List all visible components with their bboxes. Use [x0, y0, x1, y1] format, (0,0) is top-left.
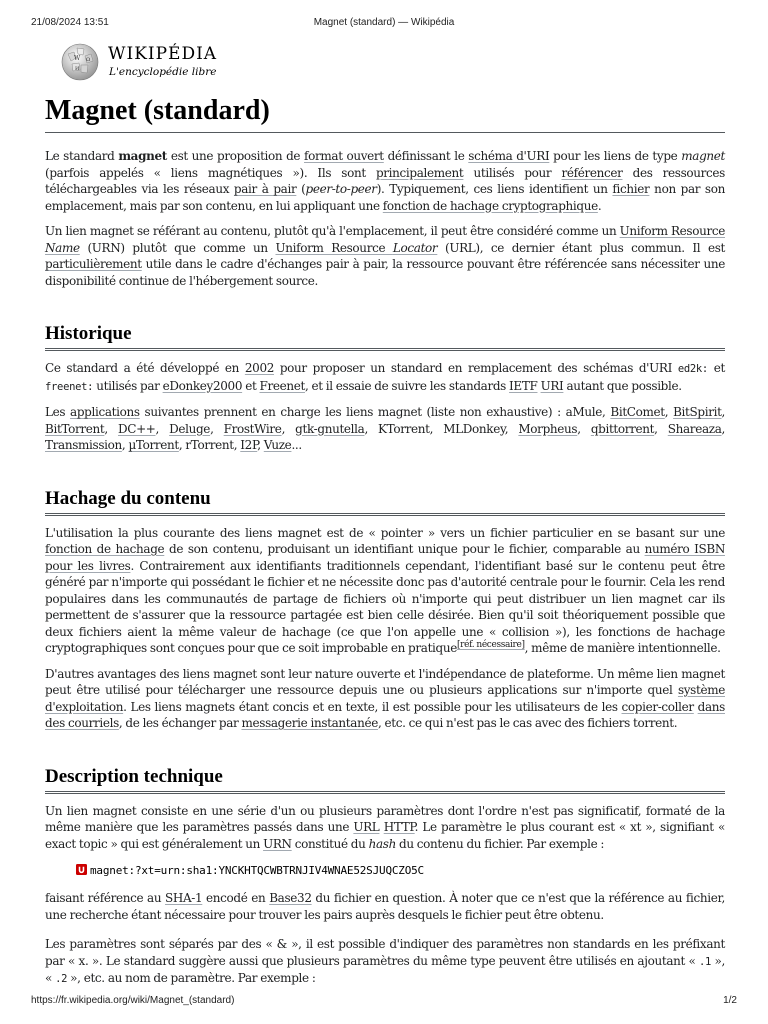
citation-needed[interactable]: [réf. nécessaire] [457, 640, 525, 650]
term-hash: hash [368, 836, 396, 851]
historique-paragraph-2 [45, 404, 725, 454]
link-copier-coller[interactable]: copier-coller [621, 699, 694, 714]
text: Locator [392, 240, 438, 255]
text: utilisés pour [463, 165, 562, 180]
list-separator: , [281, 421, 296, 436]
list-separator: , [504, 421, 519, 436]
text: Les [45, 405, 71, 419]
text: Un lien magnet se référant au contenu, plutôt qu'à l'emplacement, il peut être considéré comme un [45, 224, 620, 238]
description-paragraph-1 [45, 803, 725, 853]
print-footer [0, 995, 768, 1009]
text: de son contenu, produisant un identifiant unique pour le fichier, comparable au [164, 542, 645, 556]
wikipedia-wordmark: WIKIPÉDIA [108, 44, 218, 64]
text: utilisés par [93, 378, 163, 393]
list-separator: , [121, 438, 129, 452]
text: . Contrairement aux identifiants traditionnels cependant, l'identifiant basé sur le contenu peut être généré par n'importe qui possédant le fichier et ne nécessite donc pas d'autorité centrale pour le fournir. Cela les rend populaires dans les communautés de partage de fichiers où n'importe qui peut distribuer un lien magnet car ils permettent de s'assurer que la ressource partagée est bien celle désirée. Bien qu'il soit théoriquement possible que deux fichiers aient la même valeur de hachage (ce que l'on appelle une « collision »), les fonctions de hachage cryptographiques sont conçues pour que ce soit improbable en pratique [45, 558, 725, 655]
magnet-example-text: magnet:?xt=urn:sha1:YNCKHTQCWBTRNJIV4WNAE52SJUQCZO5C [90, 864, 424, 877]
app-item[interactable]: DC++ [117, 421, 156, 436]
text: du contenu du fichier. Par exemple : [395, 836, 605, 851]
list-separator: , [257, 438, 264, 452]
link-messagerie-instantanee[interactable]: messagerie instantanée [241, 716, 378, 730]
text: pour proposer un standard en remplacement des schémas d'URI [274, 361, 678, 375]
link-format-ouvert[interactable]: format ouvert [304, 149, 384, 163]
list-separator: , [364, 421, 379, 436]
text: , de les échanger par [118, 716, 242, 730]
app-item: aMule [565, 405, 603, 419]
link-courriels[interactable]: dans des courriels [45, 699, 725, 730]
app-item[interactable]: FrostWire [223, 421, 282, 436]
link-fichier[interactable]: fichier [612, 182, 650, 196]
list-separator: , [429, 421, 444, 436]
text: », etc. au nom de paramètre. Par exemple : [67, 971, 316, 985]
intro-paragraph-2 [45, 223, 725, 289]
link-url[interactable]: URL [353, 820, 380, 834]
text: Le standard [45, 149, 119, 163]
app-item: MLDonkey [443, 421, 505, 436]
text: ). Typiquement, ces liens identifient un [376, 182, 613, 196]
text: Uniform Resource [275, 240, 393, 255]
text: (URN) plutôt que comme un [79, 240, 276, 255]
app-item[interactable]: gtk-gnutella [295, 421, 365, 436]
print-url: https://fr.wikipedia.org/wiki/Magnet_(standard) [31, 995, 235, 1006]
term-magnet: magnet [118, 149, 167, 163]
link-urn[interactable]: URN [263, 836, 292, 851]
hachage-paragraph-2 [45, 666, 725, 732]
link-pair-a-pair[interactable]: pair à pair [233, 182, 297, 196]
list-separator: , [664, 405, 674, 419]
list-separator: , [602, 405, 611, 419]
link-principalement[interactable]: principalement [375, 165, 464, 180]
text: constitué du [291, 836, 369, 851]
link-fonction-hachage-crypto[interactable]: fonction de hachage cryptographique [382, 198, 598, 213]
wikipedia-globe-icon [60, 42, 100, 82]
text: utile dans le cadre d'échanges pair à pair, la ressource pouvant être référencée sans nécessiter une disponibilité continue de l'hébergement source. [45, 257, 725, 288]
text: pour les liens de type [549, 149, 682, 163]
svg-text:Ω: Ω [86, 57, 91, 63]
text: Uniform Resource [619, 224, 725, 238]
code-freenet: freenet: [45, 380, 94, 393]
app-item[interactable]: I2P [240, 438, 258, 452]
list-separator: , [178, 438, 186, 452]
text: non par son emplacement, mais par son contenu, en lui appliquant une [45, 182, 725, 213]
link-2002[interactable]: 2002 [244, 361, 275, 375]
text: L'utilisation la plus courante des liens magnet est de « pointer » vers un fichier particulier en se basant sur une [45, 525, 725, 540]
app-item[interactable]: µTorrent [128, 438, 179, 452]
print-page-number: 1/2 [723, 995, 737, 1006]
text: et [707, 361, 725, 375]
text: Un lien magnet consiste en une série d'un ou plusieurs paramètres dont l'ordre n'est pas significatif, formaté de la même manière que les paramètres passés dans une [45, 803, 725, 834]
list-separator: , [654, 421, 668, 436]
text: , et il essaie de suivre les standards [304, 378, 510, 393]
link-systeme-exploitation[interactable]: système d'exploitation [45, 683, 725, 714]
text: définissant le [383, 149, 469, 163]
list-separator: , [155, 421, 170, 436]
app-item: KTorrent [378, 421, 430, 436]
app-item[interactable]: Vuze [263, 438, 292, 452]
link-freenet[interactable]: Freenet [259, 378, 305, 393]
text: Name [45, 240, 80, 255]
link-fonction-de-hachage[interactable]: fonction de hachage [45, 542, 165, 556]
list-separator: , [721, 405, 726, 419]
text: . [597, 198, 602, 213]
list-separator: , [721, 421, 725, 436]
text: Les paramètres sont séparés par des « & », il est possible d'indiquer des paramètres non standards en les préfixant par « x. ». Le standard suggère aussi que plusieurs paramètres du même type peuvent être utilisés en ajoutant « [45, 937, 725, 968]
magnet-example[interactable] [45, 863, 725, 879]
print-page-title: Magnet (standard) — Wikipédia [313, 17, 455, 28]
page-title: Magnet (standard) [45, 93, 725, 133]
term-magnet-italic: magnet [681, 149, 726, 163]
list-separator: , [104, 421, 118, 436]
list-separator: , [577, 421, 591, 436]
magnet-icon [76, 864, 87, 875]
wikipedia-tagline: L'encyclopédie libre [109, 66, 217, 78]
text: . Le paramètre le plus courant est « xt », signifiant « exact topic » qui est généralement un [45, 820, 725, 851]
link-schema-uri[interactable]: schéma d'URI [468, 149, 550, 163]
text: Ce standard a été développé en [45, 361, 245, 375]
historique-paragraph-1 [45, 360, 725, 395]
svg-text:W: W [74, 55, 81, 62]
text: ( [296, 182, 306, 196]
text: est une proposition de [167, 149, 305, 163]
text: . Les liens magnets étant concis et en texte, il est possible pour les utilisateurs de les [123, 699, 622, 714]
text: faisant référence au [45, 891, 165, 905]
link-particulierement[interactable]: particulièrement [45, 257, 142, 271]
text: ... [291, 438, 302, 452]
link-pour-les-livres[interactable]: pour les livres [45, 558, 131, 573]
text: autant que possible. [563, 378, 682, 393]
link-uniform-resource-locator[interactable] [275, 241, 437, 255]
intro-paragraph-1 [45, 148, 725, 214]
text: (parfois appelés « liens magnétiques »). Ils sont [45, 165, 376, 180]
link-ietf[interactable]: IETF [509, 378, 538, 393]
svg-text:И: И [75, 66, 80, 72]
text: D'autres avantages des liens magnet sont leur nature ouverte et l'indépendance de plateforme. Un même lien magnet peut être utilisé pour télécharger une ressource depuis une ou plusieurs applications sur n'importe quel [45, 666, 725, 697]
app-item[interactable]: Deluge [169, 421, 211, 436]
print-date: 21/08/2024 13:51 [31, 17, 109, 28]
text: , etc. ce qui n'est pas le cas avec des fichiers torrent. [377, 716, 678, 730]
link-http[interactable]: HTTP [383, 820, 415, 834]
text: , même de manière intentionnelle. [524, 641, 721, 655]
heading-description-technique: Description technique [45, 765, 725, 794]
link-uri[interactable]: URI [540, 378, 564, 393]
link-sha1[interactable]: SHA-1 [164, 891, 203, 905]
code-ed2k: ed2k: [677, 363, 708, 375]
app-item: rTorrent [185, 438, 234, 452]
wikipedia-logo[interactable] [60, 42, 260, 86]
text: », « [45, 953, 725, 985]
app-item[interactable]: qbittorrent [590, 421, 655, 436]
term-peer-to-peer: peer-to-peer [305, 182, 377, 196]
text: encodé en [202, 891, 270, 905]
link-applications[interactable]: applications [70, 405, 140, 419]
code-suffix-2: .2 [55, 973, 68, 985]
code-suffix-1: .1 [698, 955, 712, 968]
hachage-paragraph-1 [45, 525, 725, 657]
text: suivantes prennent en charge les liens magnet (liste non exhaustive) : [139, 405, 566, 419]
text: des ressources téléchargeables via les réseaux [45, 165, 725, 196]
text: et [242, 378, 260, 393]
link-numero-isbn[interactable]: numéro ISBN [644, 542, 725, 556]
text: du fichier en question. À noter que ce n'est que la référence au fichier, une recherche étant nécessaire pour trouver les pairs auprès desquels le fichier peut être obtenu. [45, 891, 725, 922]
app-item[interactable]: Shareaza [667, 421, 722, 436]
description-paragraph-3 [45, 936, 725, 988]
app-item[interactable]: Transmission [45, 438, 122, 452]
text: (URL), ce dernier étant plus commun. Il est [437, 240, 725, 255]
app-item[interactable]: BitComet [610, 405, 665, 419]
article-content [45, 93, 725, 988]
list-separator: , [233, 438, 241, 452]
print-header [0, 17, 768, 31]
link-edonkey2000[interactable]: eDonkey2000 [162, 378, 243, 393]
heading-hachage: Hachage du contenu [45, 487, 725, 516]
link-base32[interactable]: Base32 [269, 891, 312, 905]
list-separator: , [210, 421, 224, 436]
heading-historique: Historique [45, 322, 725, 351]
link-referencer[interactable]: référencer [561, 165, 623, 180]
app-item[interactable]: BitTorrent [45, 421, 105, 436]
app-item[interactable]: BitSpirit [673, 405, 722, 419]
description-paragraph-2 [45, 890, 725, 923]
app-item[interactable]: Morpheus [518, 421, 578, 436]
